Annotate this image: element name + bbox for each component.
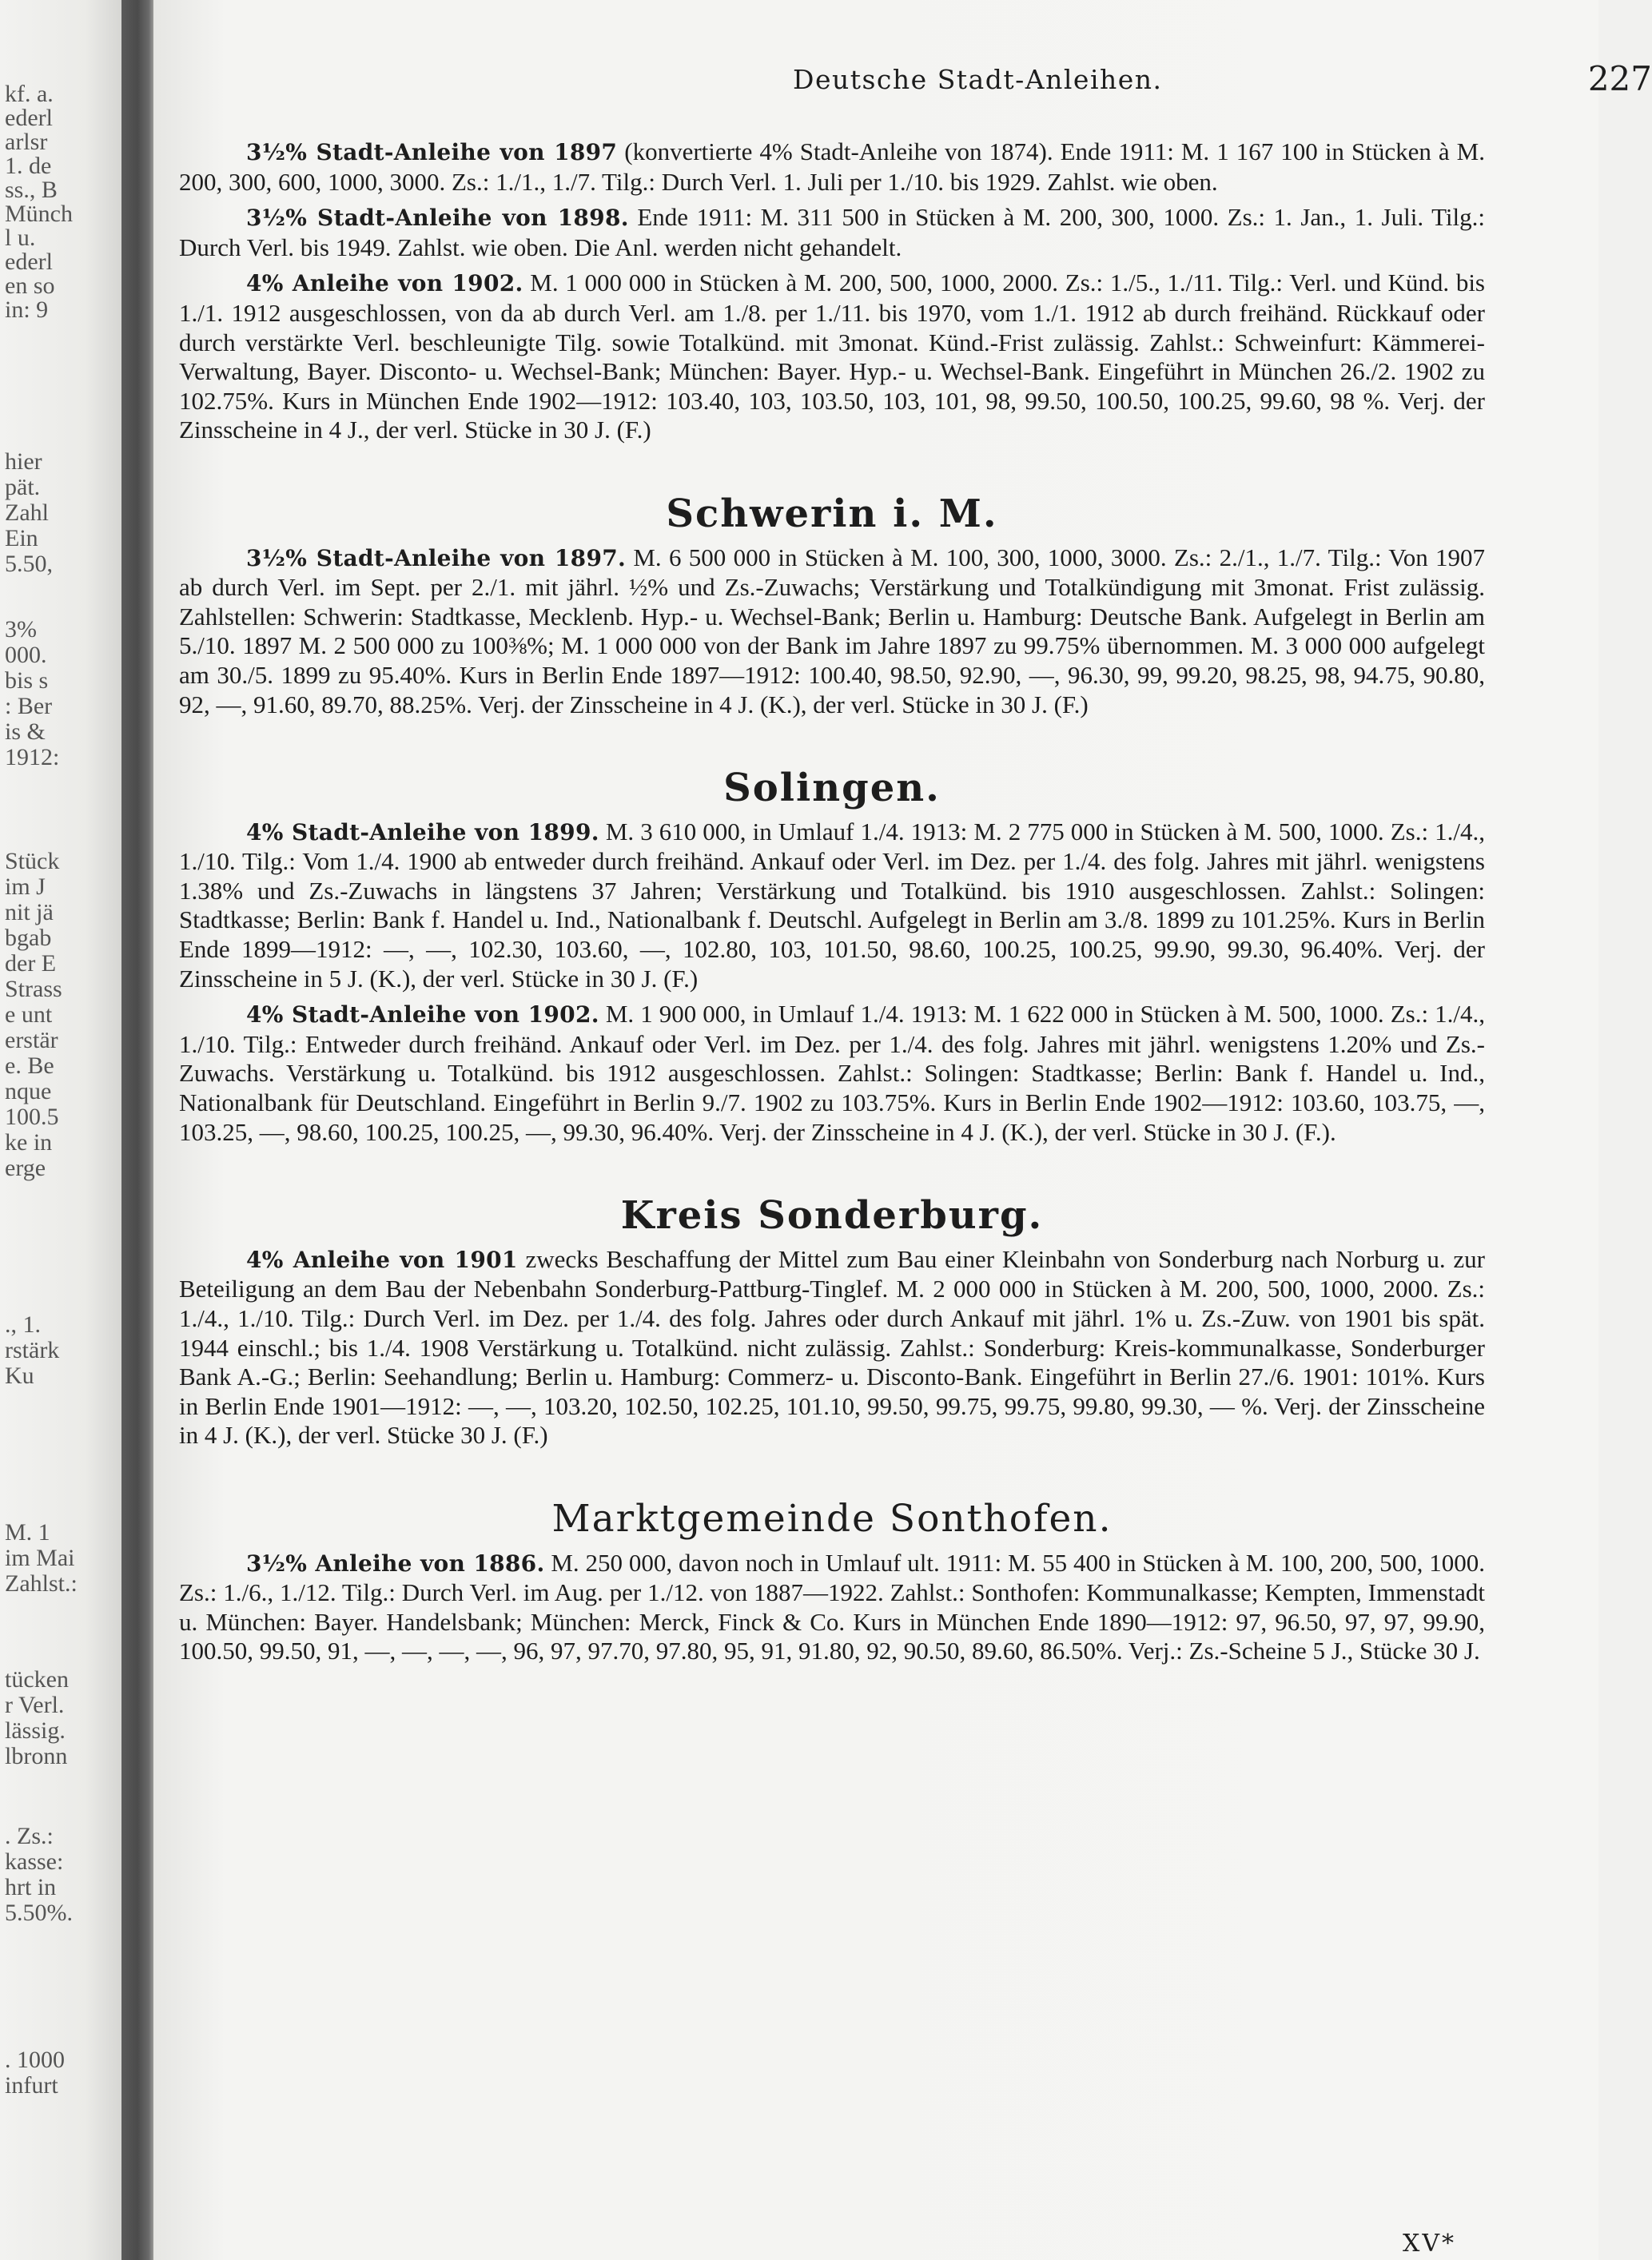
bond-entry bbox=[179, 269, 1485, 445]
bond-title: 3½% Stadt-Anleihe von 1898. bbox=[246, 205, 629, 232]
bond-details: (konvertierte 4% Stadt-Anleihe von 1874). Ende 1911: M. 1 167 100 in Stücken à M. 200, 300, 600, 1000, 3000. Zs.: 1./1., 1./7. Tilg.: Durch Verl. 1. Juli per 1./10. bis 1929. Zahlst. wie oben. bbox=[179, 137, 1485, 196]
facing-page-fragment: infurt bbox=[5, 2072, 58, 2099]
page-number: 227 bbox=[1587, 59, 1652, 98]
facing-page-fragment: M. 1 bbox=[5, 1519, 50, 1546]
section-heading: Solingen. bbox=[723, 766, 941, 811]
facing-page-fragment: 000. bbox=[5, 642, 47, 668]
book-gutter bbox=[121, 0, 153, 2260]
bond-entry bbox=[179, 543, 1485, 720]
facing-page-fragment: 5.50%. bbox=[5, 1900, 73, 1926]
facing-page-fragment: nque bbox=[5, 1078, 52, 1104]
facing-page-fragment: hier bbox=[5, 448, 42, 475]
facing-page-fragment: e unt bbox=[5, 1001, 53, 1028]
facing-page-fragment: arlsr bbox=[5, 129, 48, 155]
bond-title: 4% Stadt-Anleihe von 1899. bbox=[246, 818, 599, 846]
bond-details: M. 3 610 000, in Umlauf 1./4. 1913: M. 2 775 000 in Stücken à M. 500, 1000. Zs.: 1./4., 1./10. Tilg.: Vom 1./4. 1900 ab entweder durch freihänd. Ankauf oder Verl. im Dez. per 1./4. des folg. Jahres mit jährl. wenigstens 1.38% und Zs.-Zuwachs in längstens 37 Jahren; Verstärkung und Totalkünd. bis 1910 ausgeschlossen. Zahlst.: Solingen: Stadtkasse; Berlin: Bank f. Handel u. Ind., Nationalbank f. Deutschl. Aufgelegt in Berlin am 3./8. 1899 zu 101.25%. Kurs in Berlin Ende 1899—1912: —, —, 102.30, 103.60, —, 102.80, 103, 101.50, 98.60, 100.25, 100.25, 99.90, 99.30, 96.40%. Verj. der Zinsscheine in 5 J. (K.), der verl. Stücke in 30 J. (F.) bbox=[179, 817, 1485, 993]
facing-page-fragment: ., 1. bbox=[5, 1311, 41, 1338]
facing-page-fragment: im J bbox=[5, 873, 46, 900]
bond-entry bbox=[179, 1549, 1485, 1666]
facing-page-fragment: kf. a. bbox=[5, 81, 54, 107]
bond-entry bbox=[179, 1245, 1485, 1450]
bond-title: 3½% Anleihe von 1886. bbox=[246, 1550, 545, 1577]
facing-page-fragment: ss., B bbox=[5, 177, 58, 203]
facing-page-fragment: Ku bbox=[5, 1363, 34, 1389]
facing-page-fragment: ke in bbox=[5, 1129, 53, 1156]
facing-page-fragment: l u. bbox=[5, 225, 36, 251]
facing-page-fragment: ederl bbox=[5, 249, 53, 275]
facing-page-fragment: Stück bbox=[5, 848, 60, 874]
sheet-signature: XV* bbox=[1403, 2230, 1457, 2258]
facing-page-fragment: erstär bbox=[5, 1027, 58, 1053]
bond-details: M. 1 900 000, in Umlauf 1./4. 1913: M. 1 622 000 in Stücken à M. 500, 1000. Zs.: 1./4., 1./10. Tilg.: Entweder durch freihänd. Ankauf oder Verl. im Dez. per 1./4. des folg. Jahres mit jährl. wenigstens 1.20% und Zs.-Zuwachs. Verstärkung u. Totalkünd. bis 1912 ausgeschlossen. Zahlst.: Solingen: Stadtkasse; Berlin: Bank f. Handel u. Ind., Nationalbank für Deutschland. Eingeführt in Berlin 9./7. 1902 zu 103.75%. Kurs in Berlin Ende 1902—1912: 103.60, 103.75, —, 103.25, —, 98.60, 100.25, 100.25, —, 99.30, 96.40%. Verj. der Zinsscheine in 4 J. (K.), der verl. Stücke in 30 J. (F.). bbox=[179, 1000, 1485, 1146]
bond-details: Ende 1911: M. 311 500 in Stücken à M. 200, 300, 1000. Zs.: 1. Jan., 1. Juli. Tilg.: Durch Verl. bis 1949. Zahlst. wie oben. Die Anl. werden nicht gehandelt. bbox=[179, 203, 1486, 261]
facing-page-fragment: 100.5 bbox=[5, 1104, 59, 1130]
facing-page-fragment: ederl bbox=[5, 105, 53, 131]
facing-page-fragment: Strass bbox=[5, 976, 62, 1002]
bond-entry bbox=[179, 203, 1485, 262]
bond-details: M. 6 500 000 in Stücken à M. 100, 300, 1000, 3000. Zs.: 2./1., 1./7. Tilg.: Von 1907 ab durch Verl. im Sept. per 2./1. mit jährl. ½% und Zs.-Zuwachs; Verstärkung und Totalkündigung mit 3monat. Frist zulässig. Zahlstellen: Schwerin: Stadtkasse, Mecklenb. Hyp.- u. Wechsel-Bank; Berlin u. Hamburg: Deutsche Bank. Aufgelegt in Berlin am 5./10. 1897 M. 2 500 000 zu 100⅜%; M. 1 000 000 von der Bank im Jahre 1897 zu 99.75% übernommen. M. 3 000 000 aufgelegt am 30./5. 1899 zu 95.40%. Kurs in Berlin Ende 1897—1912: 100.40, 98.50, 92.90, —, 96.30, 99, 99.20, 98.25, 98, 94.75, 90.80, 92, —, 91.60, 89.70, 88.25%. Verj. der Zinsscheine in 4 J. (K.), der verl. Stücke in 30 J. (F.) bbox=[179, 543, 1485, 718]
facing-page-fragment: bis s bbox=[5, 667, 49, 694]
section-heading: Schwerin i. M. bbox=[666, 491, 998, 536]
facing-page-fragment: im Mai bbox=[5, 1545, 75, 1571]
facing-page-fragment: der E bbox=[5, 950, 57, 977]
bond-title: 4% Anleihe von 1901 bbox=[246, 1246, 518, 1273]
facing-page-fragment: Münch bbox=[5, 201, 73, 227]
facing-page-fragment: erge bbox=[5, 1155, 46, 1181]
facing-page-fragment: en so bbox=[5, 273, 55, 299]
section-heading: Marktgemeinde Sonthofen. bbox=[551, 1496, 1113, 1541]
facing-page-fragment: Ein bbox=[5, 525, 38, 551]
facing-page-fragment: pät. bbox=[5, 474, 41, 500]
section-heading: Kreis Sonderburg. bbox=[620, 1193, 1044, 1239]
facing-page-fragment: : Ber bbox=[5, 693, 53, 719]
facing-page-fragment: r Verl. bbox=[5, 1692, 65, 1718]
facing-page-fragment: tücken bbox=[5, 1666, 69, 1693]
facing-page-fragment: 5.50, bbox=[5, 551, 53, 577]
facing-page-edge bbox=[0, 0, 121, 2260]
bond-details: zwecks Beschaffung der Mittel zum Bau einer Kleinbahn von Sonderburg nach Norburg u. zur Beteiligung an dem Bau der Nebenbahn Sonderburg-Pattburg-Tinglef. M. 2 000 000 in Stücken à M. 200, 500, 1000, 2000. Zs.: 1./4., 1./10. Tilg.: Durch Verl. im Dez. per 1./4. des folg. Jahres oder durch Ankauf mit jährl. 1% u. Zs.-Zuw. von 1901 bis spät. 1944 einschl.; bis 1./4. 1908 Verstärkung u. Totalkünd. nicht zulässig. Zahlst.: Sonderburg: Kreis-kommunalkasse, Sonderburger Bank A.-G.; Berlin: Seehandlung; Berlin u. Hamburg: Commerz- u. Disconto-Bank. Eingeführt in Berlin 27./6. 1901: 101%. Kurs in Berlin Ende 1901—1912: —, —, 103.20, 102.50, 102.25, 101.10, 99.50, 99.75, 99.75, 99.80, 99.30, — %. Verj. der Zinsscheine in 4 J. (K.), der verl. Stücke 30 J. (F.) bbox=[179, 1244, 1486, 1450]
bond-title: 3½% Stadt-Anleihe von 1897. bbox=[246, 544, 627, 571]
bond-details: M. 250 000, davon noch in Umlauf ult. 1911: M. 55 400 in Stücken à M. 100, 200, 500, 1000. Zs.: 1./6., 1./12. Tilg.: Durch Verl. im Aug. per 1./12. von 1887—1922. Zahlst.: Sonthofen: Kommunalkasse; Kempten, Immenstadt u. München: Bayer. Handelsbank; München: Merck, Finck & Co. Kurs in München Ende 1890—1912: 97, 96.50, 97, 97, 99.90, 100.50, 99.50, 91, —, —, —, —, 96, 97, 97.70, 97.80, 95, 91, 91.80, 92, 90.50, 89.60, 86.50%. Verj.: Zs.-Scheine 5 J., Stücke 30 J. bbox=[179, 1548, 1485, 1665]
bond-title: 4% Anleihe von 1902. bbox=[246, 270, 523, 297]
facing-page-fragment: Zahlst.: bbox=[5, 1570, 78, 1597]
bond-title: 4% Stadt-Anleihe von 1902. bbox=[246, 1001, 599, 1029]
facing-page-fragment: in: 9 bbox=[5, 296, 49, 323]
facing-page-fragment: . Zs.: bbox=[5, 1823, 54, 1849]
facing-page-fragment: hrt in bbox=[5, 1874, 57, 1900]
facing-page-fragment: 1. de bbox=[5, 153, 52, 179]
facing-page-fragment: rstärk bbox=[5, 1337, 60, 1363]
facing-page-fragment: nit jä bbox=[5, 899, 54, 925]
facing-page-fragment: lässig. bbox=[5, 1717, 66, 1744]
facing-page-fragment: 1912: bbox=[5, 744, 60, 770]
facing-page-fragment: e. Be bbox=[5, 1052, 54, 1079]
book-page bbox=[153, 0, 1652, 2260]
running-title: Deutsche Stadt-Anleihen. bbox=[793, 64, 1163, 95]
page-header bbox=[637, 59, 1652, 104]
bond-entry bbox=[179, 1000, 1485, 1147]
facing-page-fragment: 3% bbox=[5, 616, 37, 643]
facing-page-fragment: bgab bbox=[5, 925, 52, 951]
bond-entry bbox=[179, 818, 1485, 994]
facing-page-fragment: lbronn bbox=[5, 1743, 68, 1769]
facing-page-fragment: . 1000 bbox=[5, 2047, 65, 2073]
page-content bbox=[179, 137, 1485, 1673]
facing-page-fragment: is & bbox=[5, 718, 46, 745]
facing-page-fragment: kasse: bbox=[5, 1848, 64, 1875]
bond-entry bbox=[179, 137, 1485, 197]
facing-page-fragment: Zahl bbox=[5, 499, 49, 526]
bond-title: 3½% Stadt-Anleihe von 1897 bbox=[246, 139, 618, 165]
bond-details: M. 1 000 000 in Stücken à M. 200, 500, 1000, 2000. Zs.: 1./5., 1./11. Tilg.: Verl. und Künd. bis 1./1. 1912 ausgeschlossen, von da ab durch Verl. am 1./8. per 1./11. bis 1970, vom 1./1. 1912 ab durch freihänd. Rückkauf oder durch verstärkte Verl. beschleunigte Tilg. sowie Totalkünd. mit 3monat. Künd.-Frist zulässig. Zahlst.: Schweinfurt: Kämmerei-Verwaltung, Bayer. Disconto- u. Wechsel-Bank; München: Bayer. Hyp.- u. Wechsel-Bank. Eingeführt in München 26./2. 1902 zu 102.75%. Kurs in München Ende 1902—1912: 103.40, 103, 103.50, 103, 101, 98, 99.50, 100.50, 100.25, 99.60, 98 %. Verj. der Zinsscheine in 4 J., der verl. Stücke in 30 J. (F.) bbox=[179, 269, 1485, 444]
